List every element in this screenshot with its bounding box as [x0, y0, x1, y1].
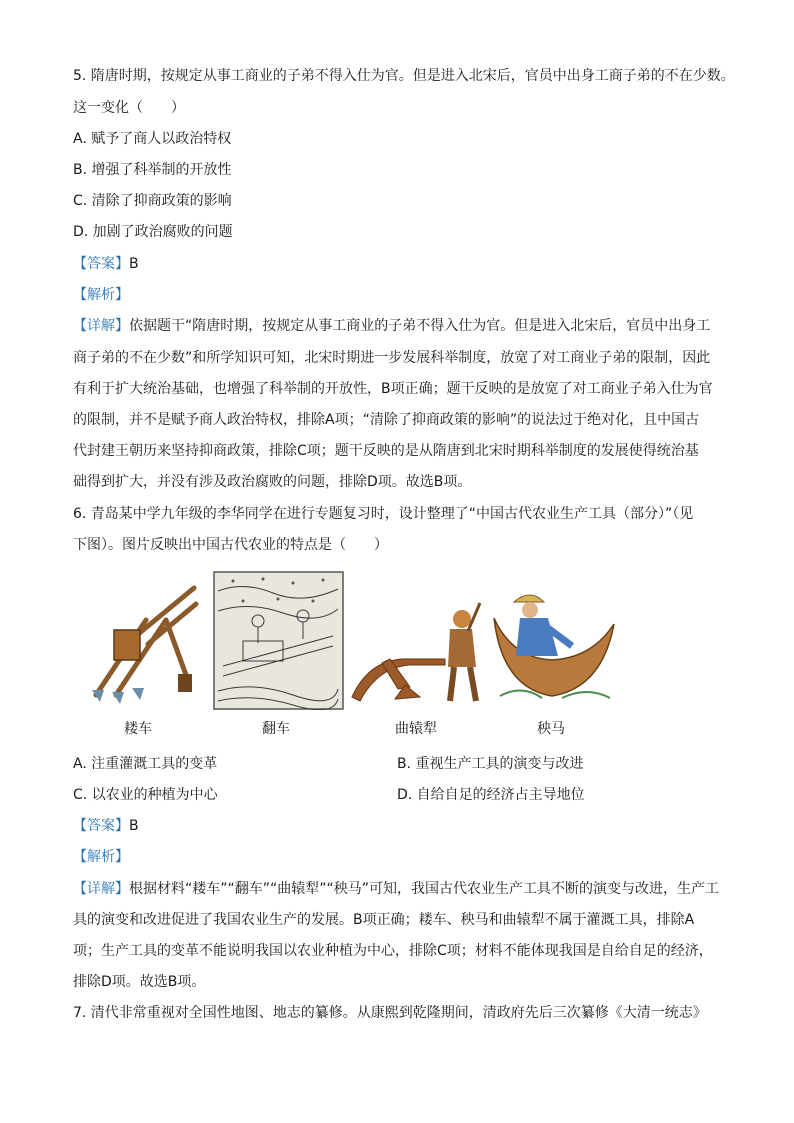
rice-seedling-horse-image: [492, 588, 617, 708]
detail-tag: 【详解】: [73, 881, 129, 897]
q5-stem-line2: 这一变化（ ）: [73, 100, 185, 116]
curved-plow-image: [350, 597, 485, 707]
q5-answer: [73, 254, 139, 274]
q6-option-c: C. 以农业的种植为中心: [73, 787, 218, 803]
answer-tag: 【答案】: [73, 256, 129, 272]
q5-option-d: D. 加剧了政治腐败的问题: [73, 224, 233, 240]
q5-stem-line1: 5. 隋唐时期，按规定从事工商业的子弟不得入仕为官。但是进入北宋后，官员中出身工商子弟的不在少数。: [73, 68, 735, 84]
q6-option-b: B. 重视生产工具的演变与改进: [397, 756, 584, 772]
figure-caption-seed-drill: 耧车: [124, 721, 152, 737]
seed-drill-image: [76, 580, 200, 706]
q6-answer: [73, 816, 139, 836]
q6-stem-line1: 6. 青岛某中学九年级的李华同学在进行专题复习时，设计整理了“中国古代农业生产工具（部分）”（见: [73, 506, 694, 522]
detail-text: 根据材料“耧车”“翻车”“曲辕犁”“秧马”可知，我国古代农业生产工具不断的演变与改进，生产工: [129, 881, 720, 897]
detail-tag: 【详解】: [73, 318, 129, 334]
q5-detail-line-4: 的限制，并不是赋予商人政治特权，排除A项；“清除了抑商政策的影响”的说法过于绝对化，且中国古: [73, 412, 700, 428]
figure-caption-curved-plow: 曲辕犁: [395, 721, 437, 737]
q6-detail-line-2: 具的演变和改进促进了我国农业生产的发展。B项正确；耧车、秧马和曲辕犁不属于灌溉工具，排除A: [73, 912, 695, 928]
q6-analysis-tag: 【解析】: [73, 849, 129, 865]
q7-stem-line1: 7. 清代非常重视对全国性地图、地志的纂修。从康熙到乾隆期间，清政府先后三次纂修《大清一统志》: [73, 1005, 707, 1021]
q5-detail-line-2: 商子弟的不在少数”和所学知识可知，北宋时期进一步发展科举制度，放宽了对工商业子弟的限制，因此: [73, 350, 711, 366]
q6-detail-line-3: 项；生产工具的变革不能说明我国以农业种植为中心，排除C项；材料不能体现我国是自给自足的经济，: [73, 943, 713, 959]
q6-option-a: A. 注重灌溉工具的变革: [73, 756, 218, 772]
q5-option-c: C. 清除了抑商政策的影响: [73, 193, 232, 209]
q5-detail-line-6: 础得到扩大，并没有涉及政治腐败的问题，排除D项。故选B项。: [73, 474, 472, 490]
answer-value: B: [129, 256, 139, 272]
q5-detail-line-1: [73, 316, 710, 336]
water-wheel-image: [213, 571, 344, 710]
answer-tag: 【答案】: [73, 818, 129, 834]
q5-detail-line-5: 代封建王朝历来坚持抑商政策，排除C项；题干反映的是从隋唐到北宋时期科举制度的发展使得统治基: [73, 443, 699, 459]
answer-value: B: [129, 818, 139, 834]
q5-analysis-tag: 【解析】: [73, 287, 129, 303]
q6-detail-line-1: [73, 879, 719, 899]
q5-option-b: B. 增强了科举制的开放性: [73, 162, 232, 178]
q6-option-d: D. 自给自足的经济占主导地位: [397, 787, 585, 803]
q5-detail-line-3: 有利于扩大统治基础，也增强了科举制的开放性，B项正确；题干反映的是放宽了对工商业子弟入仕为官: [73, 381, 713, 397]
q6-stem-line2: 下图）。图片反映出中国古代农业的特点是（ ）: [73, 537, 388, 553]
figure-caption-rice-seedling-horse: 秧马: [537, 721, 565, 737]
detail-text: 依据题干“隋唐时期，按规定从事工商业的子弟不得入仕为官。但是进入北宋后，官员中出身工: [129, 318, 711, 334]
q6-detail-line-4: 排除D项。故选B项。: [73, 974, 206, 990]
q5-option-a: A. 赋予了商人以政治特权: [73, 131, 232, 147]
figure-caption-water-wheel: 翻车: [262, 721, 290, 737]
